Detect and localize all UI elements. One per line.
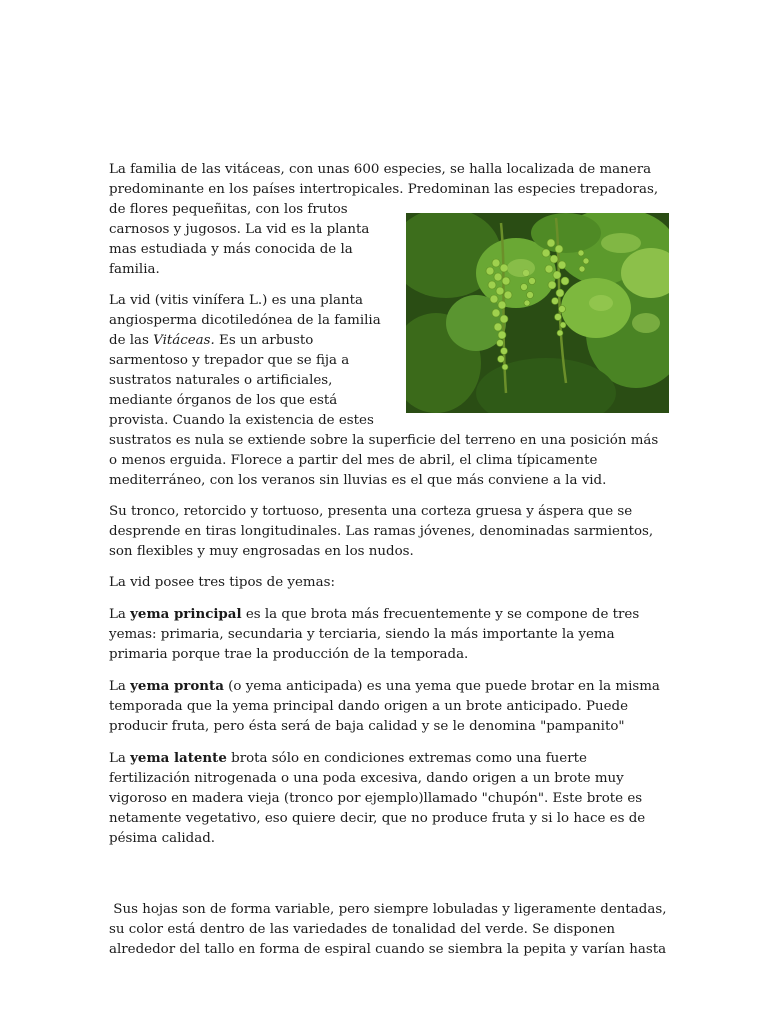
paragraph-text: brota sólo en condiciones extremas como una fuerte fertilización nitrogenada o una poda excesiva, dando origen a un brote muy vigoroso en madera vieja (tronco por ejemplo)llamado "chupón". Este brote es netamente vegetativo, eso quiere decir, que no produce fruta y si lo hace es de pésima calidad. bbox=[109, 751, 646, 846]
paragraph-text: La vid (vitis vinífera L.) es una planta angiosperma dicotiledónea de la familia de las bbox=[109, 293, 381, 348]
italic-term: Vitáceas. bbox=[153, 333, 215, 348]
grapevine-photo bbox=[406, 213, 669, 413]
paragraph-text: La vid posee tres tipos de yemas: bbox=[109, 575, 335, 590]
paragraph-spacer bbox=[109, 860, 669, 900]
paragraph-tronco bbox=[109, 502, 669, 562]
paragraph-text: La bbox=[109, 751, 131, 766]
paragraph-text: Es un arbusto sarmentoso y trepador que se fija a sustratos naturales o artificiales, mediante órganos de los que está provista. Cuando la existencia de estes sustratos es nula se extiende sobre la superficie del terreno en una posición más o menos erguida. Florece a partir del mes de abril, el clima típicamente mediterráneo, con los veranos sin lluvias es el que más conviene a la vid. bbox=[109, 333, 659, 488]
bold-term: yema pronta bbox=[130, 678, 224, 694]
paragraph-yemas-intro bbox=[109, 573, 669, 593]
paragraph-yema-pronta bbox=[109, 676, 669, 737]
paragraph-text: (o yema anticipada) es una yema que puede brotar en la misma temporada que la yema principal dando origen a un brote anticipado. Puede producir fruta, pero ésta será de baja calidad y se le denomina "pampanito" bbox=[109, 679, 660, 734]
paragraph-text: La bbox=[109, 607, 131, 622]
paragraph-text: es la que brota más frecuentemente y se compone de tres yemas: primaria, secundaria y terciaria, siendo la más importante la yema primaria porque trae la producción de la temporada. bbox=[109, 607, 640, 662]
paragraph-hojas bbox=[109, 900, 669, 960]
paragraph-yema-latente bbox=[109, 748, 669, 849]
paragraph-text: de flores pequeñitas, con los frutos carnosos y jugosos. La vid es la planta mas estudiada y más conocida de la familia. bbox=[109, 202, 370, 277]
grapevine-photo-icon bbox=[406, 213, 669, 413]
paragraph-text: La familia de las vitáceas, con unas 600 especies, se halla localizada de manera predominante en los países intertropicales. Predominan las especies trepadoras, bbox=[109, 162, 659, 197]
bold-term: yema principal bbox=[130, 606, 242, 622]
paragraph-text: Su tronco, retorcido y tortuoso, presenta una corteza gruesa y áspera que se desprende en tiras longitudinales. Las ramas jóvenes, denominadas sarmientos, son flexibles y muy engrosadas en los nudos. bbox=[109, 504, 654, 559]
bold-term: yema latente bbox=[130, 750, 227, 766]
document-body bbox=[109, 160, 669, 971]
paragraph-intro-lead bbox=[109, 160, 669, 200]
paragraph-yema-principal bbox=[109, 604, 669, 665]
paragraph-text: La bbox=[109, 679, 131, 694]
paragraph-text: Sus hojas son de forma variable, pero siempre lobuladas y ligeramente dentadas, su color está dentro de las variedades de tonalidad del verde. Se disponen alrededor del tallo en forma de espiral cuando se siembra la pepita y varían hasta bbox=[109, 902, 671, 957]
